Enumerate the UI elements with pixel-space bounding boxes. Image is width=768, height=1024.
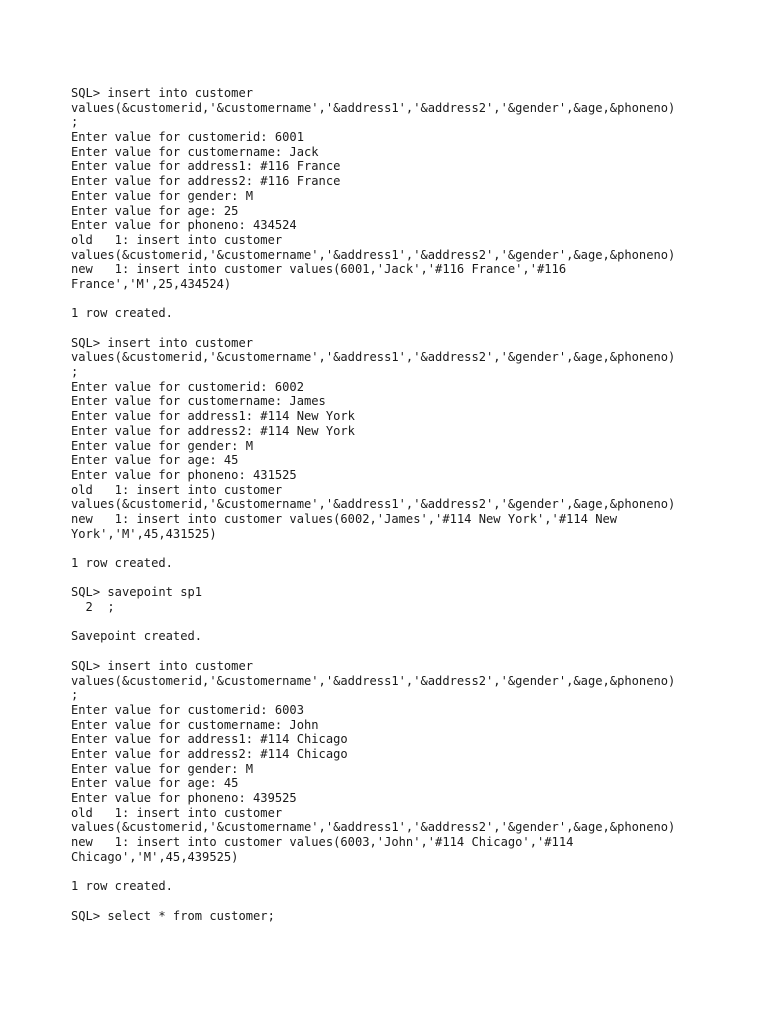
transcript-line: Enter value for address1: #114 New York xyxy=(71,409,355,424)
transcript-line: York','M',45,431525) xyxy=(71,526,217,541)
transcript-line: Enter value for address1: #116 France xyxy=(71,159,341,174)
transcript-line: Enter value for customerid: 6003 xyxy=(71,702,304,717)
transcript-line: Enter value for gender: M xyxy=(71,438,254,453)
transcript-line: Enter value for gender: M xyxy=(71,188,254,203)
transcript-line: ; xyxy=(71,688,79,703)
transcript-line xyxy=(71,541,761,556)
transcript-line: old 1: insert into customer xyxy=(71,482,283,497)
transcript-line: France','M',25,434524) xyxy=(71,276,232,291)
transcript-line xyxy=(71,571,761,586)
transcript-line: 1 row created. xyxy=(71,556,173,570)
transcript-line: SQL> insert into customer xyxy=(71,658,254,673)
transcript-line: Enter value for age: 25 xyxy=(71,203,239,218)
transcript-line: SQL> savepoint sp1 xyxy=(71,585,203,600)
transcript-line: Enter value for address1: #114 Chicago xyxy=(71,732,348,747)
transcript-line: 2 ; xyxy=(71,600,115,615)
sql-console-transcript xyxy=(71,86,761,923)
transcript-line xyxy=(71,894,761,909)
transcript-line: Chicago','M',45,439525) xyxy=(71,849,239,864)
transcript-line: SQL> insert into customer xyxy=(71,86,254,100)
transcript-line: new 1: insert into customer values(6003,'John','#114 Chicago','#114 xyxy=(71,835,574,850)
transcript-line: Enter value for address2: #116 France xyxy=(71,174,341,189)
transcript-line: 1 row created. xyxy=(71,879,173,894)
transcript-line: Enter value for customername: John xyxy=(71,717,319,732)
transcript-line: Enter value for age: 45 xyxy=(71,453,239,468)
transcript-line: SQL> insert into customer xyxy=(71,335,254,350)
transcript-line xyxy=(71,615,761,630)
transcript-line: Enter value for customername: Jack xyxy=(71,144,319,159)
transcript-line xyxy=(71,864,761,879)
transcript-line: 1 row created. xyxy=(71,306,173,321)
transcript-line: Enter value for gender: M xyxy=(71,761,254,776)
transcript-line: values(&customerid,'&customername','&address1','&address2','&gender',&age,&phoneno) xyxy=(71,820,676,835)
transcript-line: Enter value for customerid: 6001 xyxy=(71,130,304,145)
transcript-line: values(&customerid,'&customername','&address1','&address2','&gender',&age,&phoneno) xyxy=(71,100,676,115)
transcript-line: Enter value for phoneno: 431525 xyxy=(71,467,297,482)
transcript-line: SQL> select * from customer; xyxy=(71,908,275,923)
transcript-line xyxy=(71,644,761,659)
transcript-line: Enter value for customername: James xyxy=(71,394,326,409)
transcript-line: Enter value for phoneno: 439525 xyxy=(71,791,297,805)
transcript-line: Savepoint created. xyxy=(71,629,203,644)
transcript-line: new 1: insert into customer values(6002,'James','#114 New York','#114 New xyxy=(71,511,618,526)
transcript-line: ; xyxy=(71,365,79,380)
transcript-line: Enter value for customerid: 6002 xyxy=(71,379,304,394)
transcript-line: values(&customerid,'&customername','&address1','&address2','&gender',&age,&phoneno) xyxy=(71,350,676,365)
transcript-line: values(&customerid,'&customername','&address1','&address2','&gender',&age,&phoneno) xyxy=(71,247,676,262)
transcript-line xyxy=(71,321,761,336)
transcript-line: old 1: insert into customer xyxy=(71,232,283,247)
transcript-line: Enter value for phoneno: 434524 xyxy=(71,218,297,233)
transcript-line xyxy=(71,292,761,307)
transcript-line: Enter value for address2: #114 New York xyxy=(71,423,355,438)
transcript-line: ; xyxy=(71,115,79,130)
transcript-line: Enter value for address2: #114 Chicago xyxy=(71,746,348,761)
transcript-line: values(&customerid,'&customername','&address1','&address2','&gender',&age,&phoneno) xyxy=(71,673,676,688)
transcript-line: values(&customerid,'&customername','&address1','&address2','&gender',&age,&phoneno) xyxy=(71,497,676,512)
transcript-line: Enter value for age: 45 xyxy=(71,776,239,791)
transcript-line: old 1: insert into customer xyxy=(71,805,283,820)
transcript-line: new 1: insert into customer values(6001,'Jack','#116 France','#116 xyxy=(71,262,567,277)
